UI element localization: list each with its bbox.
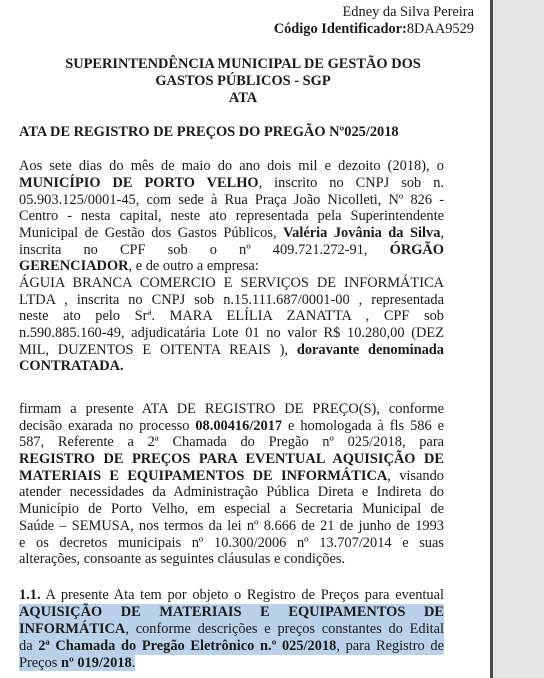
- p1-line: CONTRATADA.: [19, 358, 124, 374]
- clause-line-selected: da 2ª Chamada do Pregão Eletrônico n.º 025/2018, para Registro de: [19, 638, 444, 654]
- clause-line: 1.1. A presente Ata tem por objeto o Registro de Preços para eventual: [19, 587, 444, 603]
- p2-line: REGISTRO DE PREÇOS PARA EVENTUAL AQUISIÇÃO DE: [19, 451, 444, 467]
- p2-line: MATERIAIS E EQUIPAMENTOS DE INFORMÁTICA, visando: [19, 468, 444, 484]
- p1-line: MIL, DUZENTOS E OITENTA REAIS ), doravante denominada: [19, 342, 444, 358]
- p1-line: Aos sete dias do mês de maio do ano dois mil e dezoito (2018), o: [19, 158, 444, 174]
- header-line-1: SUPERINTENDÊNCIA MUNICIPAL DE GESTÃO DOS: [65, 56, 421, 72]
- viewer-background: [492, 0, 544, 678]
- clause-line-selected: INFORMÁTICA, conforme descrições e preços constantes do Edital: [19, 621, 444, 637]
- p2-line: 587, Referente a 2ª Chamada do Pregão nº 025/2018, para: [19, 434, 444, 450]
- p1-line: n.590.885.160-49, adjudicatária Lote 01 no valor R$ 10.280,00 (DEZ: [19, 325, 444, 341]
- p1-line: ÁGUIA BRANCA COMERCIO E SERVIÇOS DE INFORMÁTICA: [19, 275, 444, 291]
- signer-name: Edney da Silva Pereira: [342, 4, 474, 20]
- p1-line: neste ato pelo Srª. MARA ELÍLIA ZANATTA , CPF sob: [19, 308, 444, 324]
- p1-line: Municipal de Gestão dos Gastos Públicos, Valéria Jovânia da Silva,: [19, 225, 445, 241]
- p2-line: atender necessidades da Administração Pública Direta e Indireta do: [19, 484, 444, 500]
- p2-line: e os decretos municipais nº 10.300/2006 nº 13.707/2014 e suas: [19, 535, 444, 551]
- document-title: ATA DE REGISTRO DE PREÇOS DO PREGÃO Nº025/2018: [19, 124, 399, 140]
- p1-line: LTDA , inscrita no CNPJ sob n.15.111.687/0001-00 , representada: [19, 292, 444, 308]
- page-edge: [490, 0, 493, 678]
- p2-line: decisão exarada no processo 08.00416/2017 e homologada à fls 586 e: [19, 418, 444, 434]
- p1-line: Centro - nesta capital, neste ato representada pela Superintendente: [19, 208, 444, 224]
- p1-line: inscrita no CPF sob o nº 409.721.272-91, ÓRGÃO: [19, 242, 444, 258]
- header-line-2: GASTOS PÚBLICOS - SGP: [155, 73, 331, 89]
- p2-line: Saúde – SEMUSA, nos termos da lei nº 8.666 de 21 de junho de 1993: [19, 518, 444, 534]
- clause-line-selected: AQUISIÇÃO DE MATERIAIS E EQUIPAMENTOS DE: [19, 604, 444, 620]
- clause-line: Preços nº 019/2018.: [19, 655, 136, 671]
- p2-line: firmam a presente ATA DE REGISTRO DE PREÇO(S), conforme: [19, 401, 444, 417]
- p1-line: 05.903.125/0001-45, com sede à Rua Praça João Nicolleti, Nº 826 -: [19, 192, 444, 208]
- p2-line: Município de Porto Velho, em especial a Secretaria Municipal de: [19, 501, 444, 517]
- p2-line: alterações, consoante as seguintes cláusulas e condições.: [19, 551, 346, 567]
- p1-line: MUNICÍPIO DE PORTO VELHO, inscrito no CNPJ sob n.: [19, 175, 444, 191]
- identifier-code: Código Identificador:8DAA9529: [273, 21, 474, 37]
- p1-line: GERENCIADOR, e de outro a empresa:: [19, 258, 259, 274]
- header-line-3: ATA: [228, 90, 258, 106]
